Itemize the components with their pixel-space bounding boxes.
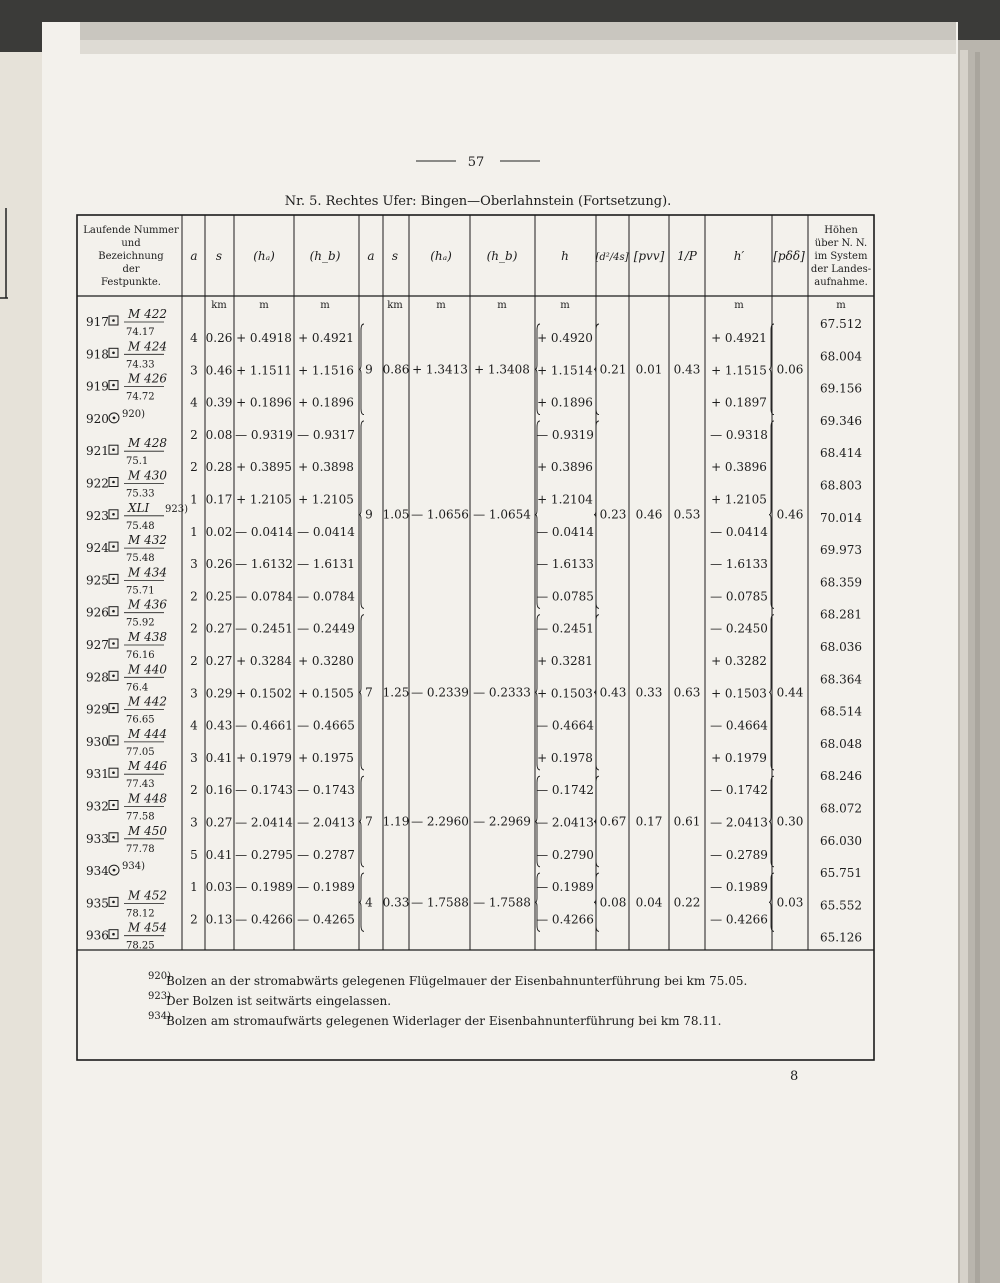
hb-value: — 2.0413	[297, 815, 355, 830]
header-h-prime: h′	[733, 249, 745, 263]
hb-value: + 0.3280	[298, 654, 354, 668]
sheet-mark: 8	[790, 1069, 799, 1084]
point-number: 919	[86, 379, 109, 394]
height-value: 68.246	[820, 769, 862, 784]
footnote-reference: 920)	[122, 408, 145, 420]
a-value: 2	[190, 589, 198, 604]
header-h: h	[561, 249, 569, 263]
unit-s2: km	[387, 300, 403, 311]
hb-value: — 0.4265	[297, 912, 355, 927]
a-value: 1	[190, 880, 198, 895]
kilometer-value: 77.58	[126, 811, 155, 823]
point-number: 928	[86, 670, 109, 685]
group-pvv-value: 0.33	[635, 685, 663, 700]
point-number: 922	[86, 476, 109, 491]
footnote-text-934: Bolzen am stromaufwärts gelegenen Widerlager der Eisenbahnunterführung bei km 78.11.	[166, 1014, 722, 1028]
group-inv-p-value: 0.53	[673, 507, 701, 522]
footnote-text-923: Der Bolzen ist seitwärts eingelassen.	[166, 994, 392, 1008]
hb-value: — 0.1743	[297, 783, 355, 798]
point-number: 927	[86, 638, 109, 652]
hb-value: — 0.9317	[297, 427, 355, 442]
benchmark-label: M 432	[128, 533, 168, 548]
s-value: 0.43	[205, 718, 233, 733]
point-number: 934	[86, 864, 109, 879]
benchmark-label: M 452	[128, 888, 168, 903]
point-number: 923	[86, 508, 109, 523]
ha-value: — 0.4266	[235, 912, 293, 927]
benchmark-label: M 426	[128, 371, 168, 386]
group-a-value: 7	[365, 814, 373, 829]
height-value: 69.346	[820, 413, 862, 428]
ha-value: — 0.1989	[235, 880, 293, 895]
h-value: + 0.1978	[537, 750, 593, 765]
header-hoehen-line4: der Landes-	[810, 264, 872, 275]
s-value: 0.27	[205, 654, 233, 668]
a-value: 2	[190, 783, 198, 798]
square-marker-dot-icon	[112, 513, 115, 516]
unit-h-prime: m	[734, 300, 744, 311]
h-prime-value: + 1.2105	[711, 492, 767, 507]
h-value: + 0.1896	[537, 395, 593, 410]
circle-marker-dot-icon	[113, 417, 116, 420]
h-value: + 0.1503	[537, 686, 593, 701]
benchmark-label: XLI	[128, 500, 150, 515]
kilometer-value: 75.33	[126, 488, 155, 500]
square-marker-dot-icon	[112, 545, 115, 548]
benchmark-label: M 428	[128, 436, 168, 451]
h-value: — 0.2451	[536, 621, 594, 636]
hb-value: + 0.1975	[298, 750, 354, 765]
height-value: 68.364	[820, 672, 862, 687]
s-value: 0.28	[205, 460, 233, 475]
group-d2-value: 0.23	[599, 507, 627, 522]
h-prime-value: + 0.1503	[711, 686, 767, 701]
a-value: 2	[190, 460, 198, 475]
kilometer-value: 77.43	[126, 779, 155, 791]
header-s2: s	[391, 249, 399, 263]
footnote-mark-920: 920)	[148, 971, 171, 982]
group-d2-value: 0.43	[599, 685, 627, 700]
height-value: 68.514	[820, 704, 862, 719]
h-prime-value: — 0.4664	[710, 718, 768, 733]
header-hoehen-line5: aufnahme.	[814, 277, 868, 288]
group-a-value: 4	[365, 895, 373, 910]
group-inv-p-value: 0.61	[673, 814, 701, 829]
group-pdd-value: 0.44	[776, 685, 804, 700]
header-d2-4s: [d²/4s]	[595, 252, 629, 263]
a-value: 1	[190, 492, 198, 507]
square-marker-dot-icon	[112, 610, 115, 613]
group-d2-value: 0.21	[599, 362, 627, 377]
group-ha-value: — 1.0656	[411, 507, 469, 522]
group-pvv-value: 0.17	[635, 814, 663, 829]
s-value: 0.03	[205, 880, 233, 895]
square-marker-dot-icon	[112, 578, 115, 581]
ha-value: — 0.4661	[235, 718, 293, 733]
hb-value: — 0.1989	[297, 880, 355, 895]
square-marker-dot-icon	[112, 739, 115, 742]
hb-value: + 0.1505	[298, 686, 354, 701]
square-marker-dot-icon	[112, 642, 115, 645]
point-number: 931	[86, 767, 109, 782]
group-inv-p-value: 0.22	[673, 895, 701, 910]
footnote-text-920: Bolzen an der stromabwärts gelegenen Flügelmauer der Eisenbahnunterführung bei km 75.05.	[166, 974, 748, 988]
a-value: 4	[190, 331, 198, 345]
height-value: 69.156	[820, 381, 862, 396]
height-value: 68.414	[820, 446, 862, 461]
benchmark-label: M 424	[128, 339, 168, 354]
ha-value: — 0.2795	[235, 847, 293, 862]
square-marker-dot-icon	[112, 901, 115, 904]
h-value: — 0.2790	[536, 847, 594, 862]
benchmark-label: M 454	[128, 920, 168, 935]
kilometer-value: 75.48	[126, 553, 155, 565]
group-ha-value: — 1.7588	[411, 895, 469, 910]
square-marker-dot-icon	[112, 771, 115, 774]
s-value: 0.16	[205, 783, 233, 798]
a-value: 5	[190, 847, 198, 862]
height-value: 65.126	[820, 930, 862, 945]
height-value: 68.036	[820, 640, 862, 654]
square-marker-dot-icon	[112, 675, 115, 678]
h-prime-value: — 0.1742	[710, 783, 768, 798]
kilometer-value: 76.65	[126, 714, 155, 726]
hb-value: — 0.0414	[297, 524, 355, 539]
unit-h: m	[560, 300, 570, 311]
s-value: 0.39	[205, 395, 233, 410]
header-hb2: (h_b)	[486, 249, 518, 263]
point-number: 924	[86, 541, 109, 556]
page-number: 57	[467, 155, 485, 170]
s-value: 0.41	[205, 750, 233, 765]
benchmark-label: M 446	[128, 759, 168, 774]
h-value: — 0.0414	[536, 524, 594, 539]
footnote-mark-923: 923)	[148, 991, 171, 1002]
h-value: — 0.0785	[536, 589, 594, 604]
group-s-value: 1.05	[382, 507, 410, 522]
ha-value: — 1.6132	[235, 557, 293, 572]
kilometer-value: 75.92	[126, 617, 155, 629]
h-value: — 0.1742	[536, 783, 594, 798]
kilometer-value: 76.4	[126, 682, 149, 694]
header-inv-p: 1/P	[677, 249, 697, 263]
s-value: 0.29	[205, 686, 233, 701]
ha-value: + 0.3895	[236, 460, 292, 475]
ha-value: — 0.0784	[235, 589, 293, 604]
ha-value: + 0.1979	[236, 750, 292, 765]
benchmark-label: M 430	[128, 468, 168, 483]
h-prime-value: — 0.0414	[710, 524, 768, 539]
square-marker-dot-icon	[112, 836, 115, 839]
h-prime-value: + 0.1897	[711, 395, 767, 410]
header-col0-line2: und	[121, 238, 141, 249]
circle-marker-dot-icon	[113, 869, 116, 872]
header-a2: a	[367, 249, 375, 263]
point-number: 935	[86, 896, 109, 911]
group-d2-value: 0.08	[599, 895, 627, 910]
s-value: 0.27	[205, 815, 233, 830]
kilometer-value: 78.25	[126, 940, 155, 952]
unit-ha: m	[259, 300, 269, 311]
header-pvv: [pvv]	[633, 249, 665, 263]
ha-value: — 0.2451	[235, 621, 293, 636]
ha-value: + 0.1896	[236, 395, 292, 410]
unit-height: m	[836, 300, 846, 311]
s-value: 0.25	[205, 589, 233, 604]
point-number: 933	[86, 831, 109, 846]
group-hb-value: — 2.2969	[473, 814, 531, 829]
header-a: a	[190, 249, 198, 263]
ha-value: — 0.9319	[235, 427, 293, 442]
benchmark-label: M 448	[128, 791, 168, 806]
hb-value: — 0.0784	[297, 589, 355, 604]
header-col0-line3: Bezeichnung	[98, 251, 164, 262]
s-value: 0.26	[205, 331, 233, 345]
ha-value: + 0.3284	[236, 654, 292, 668]
s-value: 0.08	[205, 427, 233, 442]
h-value: — 0.9319	[536, 427, 594, 442]
group-pdd-value: 0.03	[776, 895, 804, 910]
height-value: 68.072	[820, 801, 862, 816]
ha-value: — 0.0414	[235, 524, 293, 539]
group-pvv-value: 0.04	[635, 895, 663, 910]
s-value: 0.13	[205, 912, 233, 927]
h-value: — 0.1989	[536, 880, 594, 895]
h-prime-value: + 1.1515	[711, 363, 767, 378]
kilometer-value: 75.48	[126, 520, 155, 532]
benchmark-label: M 434	[128, 565, 168, 580]
unit-hb2: m	[497, 300, 507, 311]
kilometer-value: 78.12	[126, 908, 155, 920]
h-value: — 0.4664	[536, 718, 594, 733]
point-number: 932	[86, 799, 109, 814]
h-prime-value: — 0.2789	[710, 847, 768, 862]
kilometer-value: 74.72	[126, 391, 155, 403]
h-value: — 0.4266	[536, 912, 594, 927]
hb-value: — 0.2787	[297, 847, 355, 862]
square-marker-dot-icon	[112, 933, 115, 936]
point-number: 926	[86, 605, 109, 620]
height-value: 68.803	[820, 478, 862, 493]
a-value: 3	[190, 815, 198, 830]
point-number: 920	[86, 411, 109, 426]
group-ha-value: — 0.2339	[411, 685, 469, 700]
height-value: 68.048	[820, 736, 862, 751]
kilometer-value: 75.71	[126, 585, 155, 597]
a-value: 2	[190, 912, 198, 927]
height-value: 65.552	[820, 898, 862, 913]
kilometer-value: 77.78	[126, 843, 155, 855]
group-hb-value: — 1.7588	[473, 895, 531, 910]
group-pdd-value: 0.06	[776, 362, 804, 377]
unit-ha2: m	[436, 300, 446, 311]
hb-value: + 0.1896	[298, 395, 354, 410]
group-ha-value: — 2.2960	[411, 814, 469, 829]
group-pvv-value: 0.46	[635, 507, 663, 522]
ha-value: + 1.2105	[236, 492, 292, 507]
group-hb-value: — 0.2333	[473, 685, 531, 700]
h-prime-value: — 2.0413	[710, 815, 768, 830]
point-number: 921	[86, 444, 109, 459]
a-value: 1	[190, 524, 198, 539]
h-prime-value: + 0.4921	[711, 331, 767, 345]
group-ha-value: + 1.3413	[412, 362, 468, 377]
a-value: 3	[190, 363, 198, 378]
a-value: 3	[190, 686, 198, 701]
ha-value: + 0.4918	[236, 331, 292, 345]
a-value: 4	[190, 718, 198, 733]
s-value: 0.46	[205, 363, 233, 378]
group-hb-value: — 1.0654	[473, 507, 531, 522]
group-d2-value: 0.67	[599, 814, 627, 829]
hb-value: — 0.2449	[297, 621, 355, 636]
ha-value: — 0.1743	[235, 783, 293, 798]
kilometer-value: 77.05	[126, 746, 155, 758]
group-hb-value: + 1.3408	[474, 362, 530, 377]
h-value: + 1.2104	[537, 492, 593, 507]
h-prime-value: — 0.2450	[710, 621, 768, 636]
square-marker-dot-icon	[112, 384, 115, 387]
benchmark-label: M 450	[128, 823, 168, 838]
benchmark-label: M 436	[128, 597, 168, 612]
ha-value: — 2.0414	[235, 815, 293, 830]
s-value: 0.02	[205, 524, 233, 539]
group-pvv-value: 0.01	[635, 362, 663, 377]
benchmark-label: M 422	[128, 307, 168, 321]
height-value: 67.512	[820, 317, 862, 331]
s-value: 0.26	[205, 557, 233, 572]
footnote-mark-934: 934)	[148, 1011, 171, 1022]
point-number: 925	[86, 573, 109, 588]
h-prime-value: + 0.1979	[711, 750, 767, 765]
h-value: + 1.1514	[537, 363, 593, 378]
benchmark-label: M 444	[128, 726, 168, 741]
square-marker-dot-icon	[112, 448, 115, 451]
s-value: 0.17	[205, 492, 233, 507]
group-s-value: 0.33	[382, 895, 410, 910]
header-col0-line4: der	[122, 264, 140, 275]
group-s-value: 1.25	[382, 685, 410, 700]
header-ha2: (hₐ)	[430, 249, 452, 263]
kilometer-value: 75.1	[126, 456, 149, 468]
header-col0-line5: Festpunkte.	[101, 277, 161, 288]
h-prime-value: + 0.3896	[711, 460, 767, 475]
h-value: + 0.3896	[537, 460, 593, 475]
s-value: 0.41	[205, 847, 233, 862]
square-marker-dot-icon	[112, 319, 115, 322]
square-marker-dot-icon	[112, 352, 115, 355]
kilometer-value: 74.33	[126, 359, 155, 371]
group-pdd-value: 0.30	[776, 814, 804, 829]
group-a-value: 9	[365, 507, 373, 522]
height-value: 68.004	[820, 349, 862, 364]
kilometer-value: 76.16	[126, 650, 155, 661]
header-hoehen-line1: Höhen	[824, 225, 858, 236]
a-value: 2	[190, 621, 198, 636]
group-pdd-value: 0.46	[776, 507, 804, 522]
benchmark-label: M 440	[128, 662, 168, 677]
header-hb: (h_b)	[309, 249, 341, 263]
benchmark-label: M 442	[128, 694, 168, 709]
s-value: 0.27	[205, 621, 233, 636]
header-hoehen-line2: über N. N.	[814, 238, 868, 249]
a-value: 4	[190, 395, 198, 410]
h-prime-value: — 0.1989	[710, 880, 768, 895]
height-value: 66.030	[820, 833, 862, 848]
point-number: 930	[86, 734, 109, 749]
a-value: 2	[190, 427, 198, 442]
kilometer-value: 74.17	[126, 327, 155, 338]
point-number: 929	[86, 702, 109, 717]
h-value: + 0.4920	[537, 331, 593, 345]
ha-value: + 0.1502	[236, 686, 292, 701]
unit-s: km	[211, 300, 227, 311]
group-a-value: 7	[365, 685, 373, 700]
header-col0-line1: Laufende Nummer	[83, 225, 179, 236]
h-prime-value: — 1.6133	[710, 557, 768, 572]
header-pdd: [pδδ]	[773, 249, 805, 263]
square-marker-dot-icon	[112, 481, 115, 484]
group-inv-p-value: 0.43	[673, 362, 701, 377]
h-prime-value: — 0.4266	[710, 912, 768, 927]
group-inv-p-value: 0.63	[673, 685, 701, 700]
hb-value: + 0.3898	[298, 460, 354, 475]
height-value: 69.973	[820, 543, 862, 558]
point-number: 936	[86, 928, 109, 943]
group-s-value: 1.19	[382, 814, 410, 829]
hb-value: + 1.2105	[298, 492, 354, 507]
hb-value: — 1.6131	[297, 557, 355, 572]
h-prime-value: — 0.0785	[710, 589, 768, 604]
footnote-reference: 934)	[122, 861, 145, 873]
hb-value: — 0.4665	[297, 718, 355, 733]
h-prime-value: + 0.3282	[711, 654, 767, 668]
height-value: 68.281	[820, 607, 862, 622]
header-hoehen-line3: im System	[814, 251, 868, 262]
group-s-value: 0.86	[382, 362, 410, 377]
table-title: Nr. 5. Rechtes Ufer: Bingen—Oberlahnstein (Fortsetzung).	[284, 194, 672, 209]
header-s: s	[215, 249, 223, 263]
height-value: 68.359	[820, 575, 862, 590]
square-marker-dot-icon	[112, 804, 115, 807]
benchmark-label: M 438	[128, 630, 168, 644]
h-value: + 0.3281	[537, 654, 593, 668]
ha-value: + 1.1511	[236, 363, 292, 378]
hb-value: + 1.1516	[298, 363, 354, 378]
square-marker-dot-icon	[112, 707, 115, 710]
unit-hb: m	[320, 300, 330, 311]
h-value: — 1.6133	[536, 557, 594, 572]
height-value: 70.014	[820, 510, 862, 525]
a-value: 2	[190, 654, 198, 668]
hb-value: + 0.4921	[298, 331, 354, 345]
group-a-value: 9	[365, 362, 373, 377]
h-prime-value: — 0.9318	[710, 427, 768, 442]
point-number: 917	[86, 315, 109, 329]
height-value: 65.751	[820, 866, 862, 881]
a-value: 3	[190, 750, 198, 765]
footnote-reference: 923)	[165, 503, 188, 515]
point-number: 918	[86, 347, 109, 362]
header-ha: (hₐ)	[253, 249, 275, 263]
a-value: 3	[190, 557, 198, 572]
h-value: — 2.0413	[536, 815, 594, 830]
